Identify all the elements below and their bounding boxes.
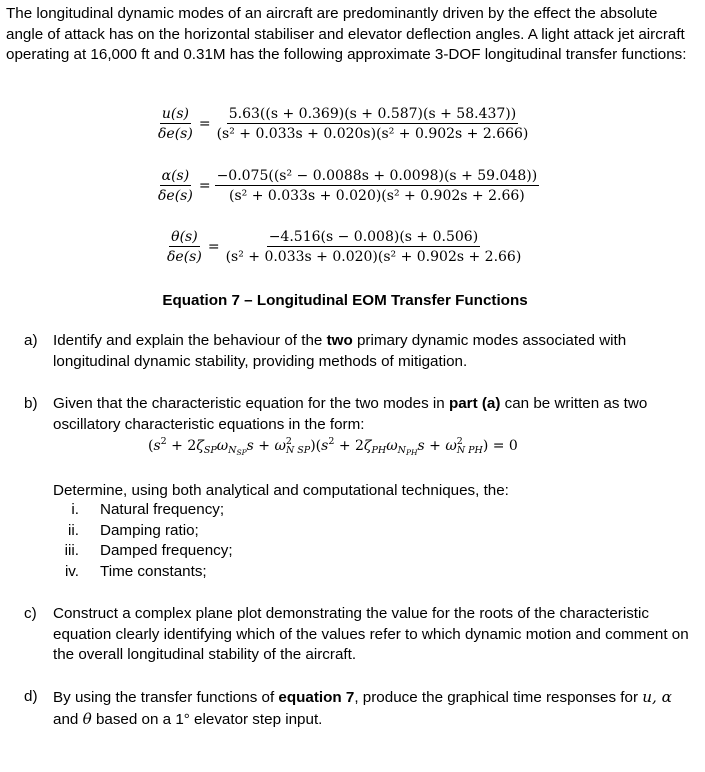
question-label: b) [24, 395, 38, 412]
question-label: d) [24, 688, 38, 705]
determine-text: Determine, using both analytical and computational techniques, the: [53, 482, 509, 499]
question-label: c) [24, 605, 37, 622]
question-a: a) Identify and explain the behaviour of the two primary dynamic modes associated with longitudinal dynamic stability, providing methods of mitigation. [24, 332, 627, 370]
determine-list [53, 500, 233, 582]
intro-paragraph: The longitudinal dynamic modes of an aircraft are predominantly driven by the effect the absolute angle of attack has on the horizontal stabiliser and elevator deflection angles. A light attack jet aircraft operating at 16,000 ft and 0.31M has the following approximate 3-DOF longitudinal transfer functions: [6, 5, 687, 63]
question-label: a) [24, 332, 38, 349]
question-c: c) Construct a complex plane plot demonstrating the value for the roots of the characteristic equation clearly identifying which of the values refer to which dynamic motion and comment on the overall longitudinal stability of the aircraft. [24, 605, 689, 663]
transfer-function-alpha: $\frac{\alpha(s)}{\delta e(s)}$ = $\frac{\text{−0.075((s² − 0.0088s + 0.0098)(s + 59.048))}}{\text{(s² + 0.033s + 0.020)(s² + 0.902s + 2.66)}}$ [158, 168, 538, 204]
transfer-function-u: $\frac{u(s)}{\delta e(s)}$ = $\frac{5.63((s + 0.369)(s + 0.587)(s + 58.437))}{\text{(s² + 0.033s + 0.020s)(s² + 0.902s + 2.666)}}$ [158, 106, 529, 142]
transfer-function-theta: $\frac{\theta(s)}{\delta e(s)}$ = $\frac{-4.516(s - 0.008)(s + 0.506)}{\text{(s² + 0.033s + 0.020)(s² + 0.902s + 2.66)}}$ [167, 229, 522, 265]
equation-caption: Equation 7 – Longitudinal EOM Transfer Functions [162, 292, 528, 309]
list-item: i. Natural frequency; [71, 501, 225, 518]
list-item: ii. Damping ratio; [68, 521, 199, 539]
characteristic-equation: $(s^2 + 2\zeta_{SP}\omega_{N_{SP}}s + \omega^2_{N SP})(s^2 + 2\zeta_{PH}\omega_{N_{PH}}s + \omega^2_{N PH}) = 0$ [148, 436, 518, 457]
list-item: iii. Damped frequency; [64, 542, 233, 559]
list-item: iv. Time constants; [64, 562, 207, 580]
question-d: d) By using the transfer functions of equation 7, produce the graphical time responses for u, α and θ based on a 1° elevator step input. [24, 688, 672, 728]
question-b: b) Given that the characteristic equation for the two modes in part (a) can be written as two oscillatory characteristic equations in the form: [24, 395, 648, 433]
